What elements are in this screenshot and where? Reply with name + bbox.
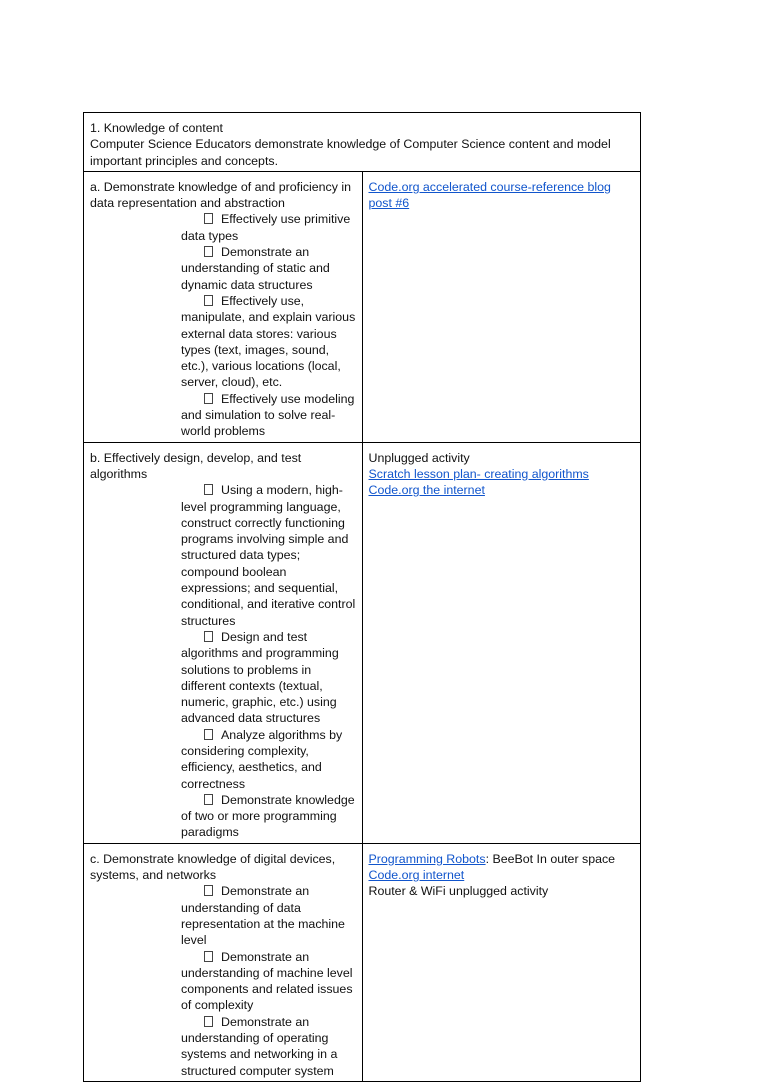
resource-mixed — [369, 851, 635, 867]
resource-link[interactable]: Code.org internet — [368, 868, 465, 883]
bullet-icon — [204, 484, 213, 495]
table-row — [84, 171, 641, 442]
list-item: Using a modern, high-level programming language, construct correctly functioning programs involving simple and structured data types; compound boolean expressions; and sequential, conditional, and iterative control structures — [181, 483, 356, 628]
list-item: Demonstrate an understanding of operating systems and networking in a structured computer system — [181, 1014, 338, 1078]
list-item: Demonstrate an understanding of data representation at the machine level — [181, 884, 345, 948]
bullet-icon — [204, 631, 213, 642]
bullet-icon — [204, 393, 213, 404]
table-row — [84, 843, 641, 1081]
resource-cell — [362, 843, 641, 1081]
standard-cell — [84, 442, 363, 843]
resource-link[interactable]: Code.org accelerated course-reference blog post #6 — [368, 179, 611, 211]
bullet-icon — [204, 794, 213, 805]
bullet-icon — [204, 295, 213, 306]
bullet-icon — [204, 885, 213, 896]
bullet-icon — [204, 729, 213, 740]
standard-cell — [84, 171, 363, 442]
table-row — [84, 442, 641, 843]
list-item: Effectively use modeling and simulation to solve real-world problems — [181, 391, 355, 439]
standard-cell — [84, 843, 363, 1081]
table-header-row — [84, 113, 641, 172]
resource-text: Unplugged activity — [368, 450, 470, 465]
row-heading: a. Demonstrate knowledge of and proficiency in data representation and abstraction — [90, 179, 352, 211]
resource-suffix: : BeeBot In outer space — [485, 851, 616, 866]
subitem-list — [181, 482, 356, 841]
resource-link[interactable]: Scratch lesson plan- creating algorithms — [368, 466, 589, 481]
list-item: Effectively use, manipulate, and explain various external data stores: various types (text, images, sound, etc.), various locations (local, server, cloud), etc. — [181, 293, 356, 390]
header-cell — [84, 113, 641, 172]
standard-title: 1. Knowledge of content — [90, 121, 223, 135]
bullet-icon — [204, 246, 213, 257]
bullet-icon — [204, 1016, 213, 1027]
row-heading: c. Demonstrate knowledge of digital devices, systems, and networks — [90, 851, 336, 883]
standard-description: Computer Science Educators demonstrate knowledge of Computer Science content and model important principles and concepts. — [90, 137, 611, 168]
resource-link[interactable]: Code.org the internet — [368, 483, 485, 498]
row-heading: b. Effectively design, develop, and test algorithms — [90, 450, 302, 481]
list-item: Analyze algorithms by considering complexity, efficiency, aesthetics, and correctness — [181, 727, 343, 791]
resource-cell — [362, 442, 641, 843]
resource-cell — [362, 171, 641, 442]
subitem-list — [181, 211, 356, 439]
bullet-icon — [204, 951, 213, 962]
standards-table — [83, 112, 641, 1082]
list-item: Demonstrate an understanding of static and dynamic data structures — [181, 245, 330, 292]
list-item: Demonstrate knowledge of two or more programming paradigms — [181, 792, 355, 840]
subitem-list — [181, 883, 356, 1079]
bullet-icon — [204, 213, 213, 224]
list-item: Design and test algorithms and programming solutions to problems in different contexts (textual, numeric, graphic, etc.) using advanced data structures — [181, 629, 339, 726]
resource-text: Router & WiFi unplugged activity — [368, 884, 549, 899]
resource-link[interactable]: Programming Robots — [368, 851, 486, 866]
list-item: Effectively use primitive data types — [181, 212, 351, 243]
list-item: Demonstrate an understanding of machine level components and related issues of complexity — [181, 949, 353, 1013]
